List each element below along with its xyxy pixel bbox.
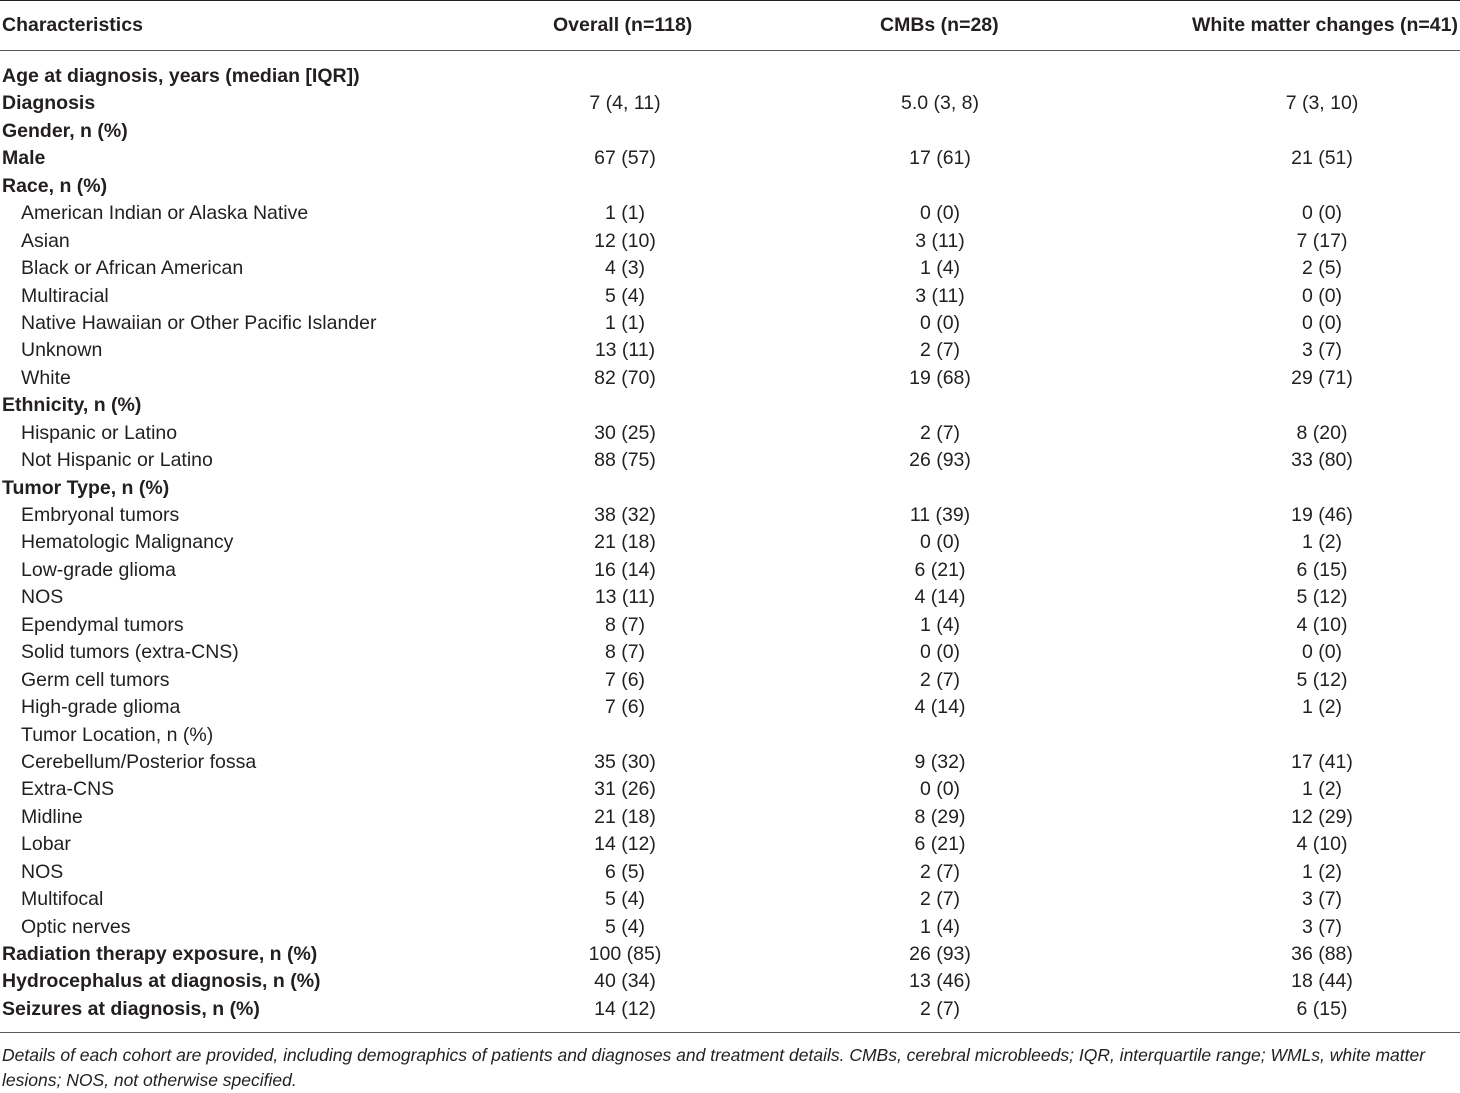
cell-white-matter-changes: 7 (3, 10) [1285,92,1359,115]
row-label: Diagnosis [2,92,96,115]
table-row [0,995,1460,1022]
cell-overall: 38 (32) [594,504,656,526]
cell-overall: 40 (34) [594,970,656,993]
cell-white-matter-changes: 7 (17) [1296,229,1348,252]
table-row [0,501,1460,528]
row-label: Tumor Type, n (%) [2,476,170,499]
cell-overall: 35 (30) [594,750,656,773]
row-label: High-grade glioma [21,696,181,719]
table-row [0,583,1460,610]
cell-white-matter-changes: 3 (7) [1301,339,1343,362]
table-body [0,62,1460,1022]
row-label: Solid tumors (extra-CNS) [21,641,239,664]
cell-cmbs: 26 (93) [909,943,971,965]
table-row [0,227,1460,254]
cell-white-matter-changes: 36 (88) [1291,943,1353,965]
cell-white-matter-changes: 4 (10) [1296,613,1348,636]
table-row [0,858,1460,885]
table-row [0,940,1460,967]
cell-cmbs: 4 (14) [914,696,966,719]
cell-overall: 12 (10) [594,229,656,252]
cell-overall: 21 (18) [594,531,656,554]
cell-cmbs: 1 (4) [919,613,961,636]
table-row [0,474,1460,501]
cell-cmbs: 6 (21) [914,833,966,856]
cell-overall: 4 (3) [604,257,646,280]
cell-cmbs: 3 (11) [915,229,965,252]
cell-white-matter-changes: 0 (0) [1301,284,1343,307]
table-row [0,364,1460,391]
cell-cmbs: 0 (0) [919,531,961,554]
cell-white-matter-changes: 21 (51) [1291,147,1353,170]
cell-cmbs: 1 (4) [919,257,961,280]
row-label: Unknown [21,339,103,362]
row-label: American Indian or Alaska Native [21,202,309,225]
cell-overall: 8 (7) [604,613,646,636]
table-row [0,611,1460,638]
table-row [0,446,1460,473]
row-label: White [21,366,71,389]
table-row [0,967,1460,994]
cell-overall: 1 (1) [604,202,646,225]
header-rule [0,50,1460,51]
cell-white-matter-changes: 6 (15) [1296,997,1348,1020]
cell-overall: 21 (18) [594,805,656,828]
table-row [0,748,1460,775]
table-row [0,913,1460,940]
cell-white-matter-changes: 12 (29) [1291,805,1353,828]
cell-white-matter-changes: 3 (7) [1301,915,1343,938]
cell-white-matter-changes: 1 (2) [1301,696,1343,719]
row-label: Low-grade glioma [21,558,177,581]
cell-white-matter-changes: 0 (0) [1301,202,1343,225]
cell-cmbs: 19 (68) [909,366,971,389]
row-label: Ependymal tumors [21,613,184,636]
cell-cmbs: 0 (0) [919,641,961,664]
cell-overall: 5 (4) [604,284,646,307]
cell-overall: 5 (4) [604,888,646,911]
cell-overall: 13 (11) [594,586,656,609]
cell-cmbs: 4 (14) [914,586,966,609]
cell-cmbs: 17 (61) [909,147,971,170]
cell-cmbs: 6 (21) [914,558,966,581]
row-label: NOS [21,860,64,883]
cell-cmbs: 13 (46) [909,970,971,993]
table-row [0,775,1460,802]
row-label: Not Hispanic or Latino [21,449,213,472]
cell-overall: 13 (11) [594,339,656,362]
table-row [0,117,1460,144]
cell-cmbs: 2 (7) [919,860,961,883]
cell-cmbs: 0 (0) [919,778,961,801]
cell-overall: 100 (85) [588,943,662,965]
cell-overall: 5 (4) [604,915,646,938]
cell-white-matter-changes: 5 (12) [1296,586,1348,609]
table-row [0,556,1460,583]
cell-overall: 8 (7) [604,641,646,664]
header-characteristics: Characteristics [2,14,143,36]
row-label: NOS [21,586,64,609]
row-label: Lobar [21,833,71,856]
header-cmbs: CMBs (n=28) [880,14,999,36]
table-header [0,0,1460,50]
row-label: Native Hawaiian or Other Pacific Islander [21,311,377,334]
cell-overall: 7 (4, 11) [589,92,661,115]
cell-white-matter-changes: 29 (71) [1291,366,1353,389]
table-row [0,309,1460,336]
row-label: Multifocal [21,888,104,911]
table-row [0,638,1460,665]
cell-white-matter-changes: 19 (46) [1291,504,1353,526]
cell-cmbs: 11 (39) [909,504,971,526]
row-label: Gender, n (%) [2,119,128,142]
cell-cmbs: 1 (4) [919,915,961,938]
cell-white-matter-changes: 18 (44) [1291,970,1353,993]
cell-overall: 7 (6) [604,696,646,719]
cell-overall: 82 (70) [594,366,656,389]
row-label: Midline [21,805,83,828]
cell-overall: 1 (1) [604,311,646,334]
cell-overall: 67 (57) [594,147,656,170]
cell-overall: 30 (25) [594,421,656,444]
cell-white-matter-changes: 4 (10) [1296,833,1348,856]
cell-cmbs: 2 (7) [919,668,961,691]
bottom-rule [0,1032,1460,1033]
table-row [0,528,1460,555]
row-label: Optic nerves [21,915,131,938]
row-label: Germ cell tumors [21,668,170,691]
table-row [0,172,1460,199]
cell-white-matter-changes: 17 (41) [1291,750,1353,773]
header-overall: Overall (n=118) [553,14,693,36]
row-label: Cerebellum/Posterior fossa [21,750,257,773]
table-row [0,254,1460,281]
table-row [0,282,1460,309]
cell-cmbs: 5.0 (3, 8) [900,92,980,115]
cell-cmbs: 0 (0) [919,202,961,225]
table-row [0,89,1460,116]
row-label: Race, n (%) [2,174,108,197]
table-footnote: Details of each cohort are provided, including demographics of patients and diagnoses and treatment details. CMBs, cerebral microbleeds; IQR, interquartile range; WMLs, white matter lesions; NOS, not otherwise specified. [2,1045,1426,1090]
cell-white-matter-changes: 0 (0) [1301,311,1343,334]
cell-cmbs: 8 (29) [914,805,966,828]
cell-overall: 31 (26) [594,778,656,801]
cell-cmbs: 0 (0) [919,311,961,334]
cell-white-matter-changes: 1 (2) [1301,778,1343,801]
cell-white-matter-changes: 33 (80) [1291,449,1353,472]
cell-white-matter-changes: 6 (15) [1296,558,1348,581]
table-row [0,830,1460,857]
table-row [0,803,1460,830]
table-row [0,666,1460,693]
table-row [0,144,1460,171]
table-row [0,693,1460,720]
cell-white-matter-changes: 5 (12) [1296,668,1348,691]
row-label: Ethnicity, n (%) [2,394,142,417]
table-row [0,62,1460,89]
cell-overall: 7 (6) [604,668,646,691]
cell-cmbs: 9 (32) [914,750,966,773]
row-label: Hydrocephalus at diagnosis, n (%) [2,970,321,993]
cell-overall: 14 (12) [594,997,656,1020]
table-row [0,336,1460,363]
cell-cmbs: 2 (7) [919,421,961,444]
row-label: Asian [21,229,70,252]
cell-overall: 16 (14) [594,558,656,581]
cell-white-matter-changes: 1 (2) [1301,531,1343,554]
cell-cmbs: 26 (93) [909,449,971,472]
row-label: Multiracial [21,284,109,307]
header-white-matter-changes: White matter changes (n=41) [1191,14,1458,36]
cell-white-matter-changes: 0 (0) [1301,641,1343,664]
cell-overall: 14 (12) [594,833,656,856]
table-row [0,391,1460,418]
table-row [0,419,1460,446]
cell-cmbs: 2 (7) [919,888,961,911]
row-label: Black or African American [21,257,244,280]
cell-white-matter-changes: 1 (2) [1301,860,1343,883]
cell-overall: 88 (75) [594,449,656,472]
row-label: Hispanic or Latino [21,421,178,444]
row-label: Extra-CNS [21,778,115,801]
table-row [0,721,1460,748]
row-label: Hematologic Malignancy [21,531,234,554]
cell-cmbs: 2 (7) [919,339,961,362]
cell-cmbs: 2 (7) [919,997,961,1020]
row-label: Age at diagnosis, years (median [IQR]) [2,65,360,87]
table-row [0,885,1460,912]
row-label: Embryonal tumors [21,504,180,526]
row-label: Seizures at diagnosis, n (%) [2,997,260,1020]
cell-white-matter-changes: 8 (20) [1296,421,1348,444]
cell-white-matter-changes: 2 (5) [1301,257,1343,280]
row-label: Tumor Location, n (%) [21,723,214,746]
cell-overall: 6 (5) [604,860,646,883]
table-row [0,199,1460,226]
row-label: Male [2,147,46,170]
row-label: Radiation therapy exposure, n (%) [2,943,318,965]
cell-white-matter-changes: 3 (7) [1301,888,1343,911]
cell-cmbs: 3 (11) [915,284,965,307]
